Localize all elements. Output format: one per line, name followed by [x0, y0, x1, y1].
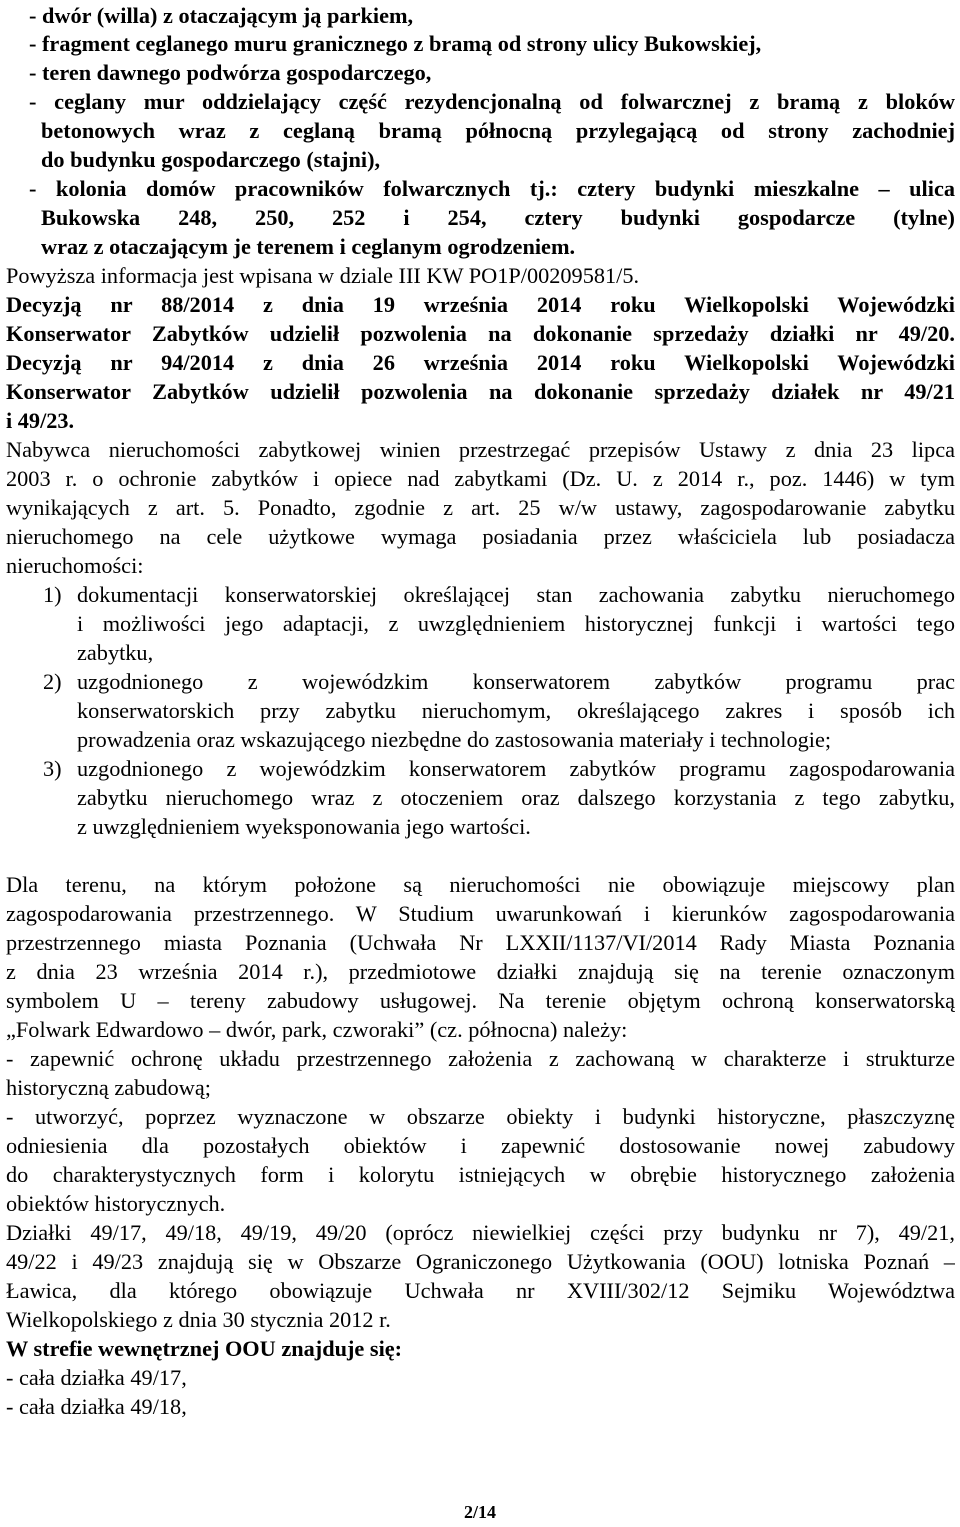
text-line: - cała działka 49/18,: [6, 1394, 187, 1419]
text-line: symbolem U – tereny zabudowy usługowej. Na terenie objętym ochroną konserwatorską: [6, 988, 955, 1013]
text-line: 49/22 i 49/23 znajdują się w Obszarze Ograniczonego Użytkowania (OOU) lotniska Poznań –: [6, 1249, 955, 1274]
text-line: - teren dawnego podwórza gospodarczego,: [29, 60, 432, 85]
text-line: Dla terenu, na którym położone są nieruchomości nie obowiązuje miejscowy plan: [6, 872, 955, 897]
text-line: Konserwator Zabytków udzielił pozwolenia na dokonanie sprzedaży działek nr 49/21: [6, 379, 955, 404]
text-line: przestrzennego miasta Poznania (Uchwała Nr LXXII/1137/VI/2014 Rady Miasta Poznania: [6, 930, 955, 955]
text-line: prowadzenia oraz wskazującego niezbędne do zastosowania materiały i technologie;: [77, 727, 832, 752]
text-line: historyczną zabudową;: [6, 1075, 211, 1100]
text-line: Konserwator Zabytków udzielił pozwolenia na dokonanie sprzedaży działki nr 49/20.: [6, 321, 955, 346]
text-line: wraz z otaczającym je terenem i ceglanym ogrodzeniem.: [41, 234, 576, 259]
text-line: „Folwark Edwardowo – dwór, park, czworaki” (cz. północna) należy:: [6, 1017, 628, 1042]
text-line: nieruchomego na cele użytkowe wymaga posiadania przez właściciela lub posiadacza: [6, 524, 955, 549]
page-number: 2/14: [463, 1502, 496, 1522]
text-line: - kolonia domów pracowników folwarcznych tj.: cztery budynki mieszkalne – ulica: [29, 176, 955, 201]
text-line: - zapewnić ochronę układu przestrzennego założenia z zachowaną w charakterze i strukturze: [6, 1046, 955, 1071]
text-line: - utworzyć, poprzez wyznaczone w obszarze obiekty i budynki historyczne, płaszczyznę: [6, 1104, 955, 1129]
text-line: z uwzględnieniem wyeksponowania jego wartości.: [77, 814, 531, 839]
list-item-number: 2): [43, 669, 62, 694]
text-line: zabytku,: [77, 640, 154, 665]
text-line: betonowych wraz z ceglaną bramą północną przylegającą od strony zachodniej: [41, 118, 955, 143]
text-line: Powyższa informacja jest wpisana w dziale III KW PO1P/00209581/5.: [6, 263, 640, 288]
text-line: zagospodarowania przestrzennego. W Studium uwarunkowań i kierunków zagospodarowania: [6, 901, 955, 926]
text-line: z dnia 23 września 2014 r.), przedmiotowe działki znajdują się na terenie oznaczonym: [6, 959, 955, 984]
text-line: obiektów historycznych.: [6, 1191, 226, 1216]
text-line: do charakterystycznych form i kolorytu istniejących w obrębie historycznego założenia: [6, 1162, 955, 1187]
text-line: i możliwości jego adaptacji, z uwzględnieniem historycznej funkcji i wartości tego: [77, 611, 955, 636]
list-item-number: 1): [43, 582, 62, 607]
text-line: W strefie wewnętrznej OOU znajduje się:: [6, 1336, 403, 1361]
text-line: uzgodnionego z wojewódzkim konserwatorem zabytków programu prac: [77, 669, 955, 694]
list-item-number: 3): [43, 756, 62, 781]
text-line: - dwór (willa) z otaczającym ją parkiem,: [29, 3, 414, 28]
text-line: Wielkopolskiego z dnia 30 stycznia 2012 r.: [6, 1307, 391, 1332]
text-line: do budynku gospodarczego (stajni),: [41, 147, 381, 172]
text-line: odniesienia dla pozostałych obiektów i zapewnić dostosowanie nowej zabudowy: [6, 1133, 955, 1158]
text-line: Działki 49/17, 49/18, 49/19, 49/20 (oprócz niewielkiej części przy budynku nr 7), 49/21,: [6, 1220, 955, 1245]
text-line: Ławica, dla którego obowiązuje Uchwała nr XVIII/302/12 Sejmiku Województwa: [6, 1278, 955, 1303]
text-line: Decyzją nr 88/2014 z dnia 19 września 2014 roku Wielkopolski Wojewódzki: [6, 292, 955, 317]
text-line: zabytku nieruchomego wraz z otoczeniem oraz dalszego korzystania z tego zabytku,: [77, 785, 955, 810]
text-line: uzgodnionego z wojewódzkim konserwatorem zabytków programu zagospodarowania: [77, 756, 955, 781]
text-line: wynikających z art. 5. Ponadto, zgodnie z art. 25 w/w ustawy, zagospodarowanie zabytku: [6, 495, 955, 520]
text-line: - ceglany mur oddzielający część rezydencjonalną od folwarcznej z bramą z bloków: [29, 89, 955, 114]
text-line: 2003 r. o ochronie zabytków i opiece nad zabytkami (Dz. U. z 2014 r., poz. 1446) w tym: [6, 466, 955, 491]
text-line: - fragment ceglanego muru granicznego z bramą od strony ulicy Bukowskiej,: [29, 31, 762, 56]
text-line: i 49/23.: [6, 408, 75, 433]
text-line: Bukowska 248, 250, 252 i 254, cztery budynki gospodarcze (tylne): [41, 205, 955, 230]
text-line: konserwatorskich przy zabytku nieruchomym, określającego zakres i sposób ich: [77, 698, 955, 723]
text-line: Nabywca nieruchomości zabytkowej winien przestrzegać przepisów Ustawy z dnia 23 lipca: [6, 437, 955, 462]
text-line: dokumentacji konserwatorskiej określającej stan zachowania zabytku nieruchomego: [77, 582, 955, 607]
text-line: nieruchomości:: [6, 553, 144, 578]
text-line: - cała działka 49/17,: [6, 1365, 187, 1390]
text-line: Decyzją nr 94/2014 z dnia 26 września 2014 roku Wielkopolski Wojewódzki: [6, 350, 955, 375]
